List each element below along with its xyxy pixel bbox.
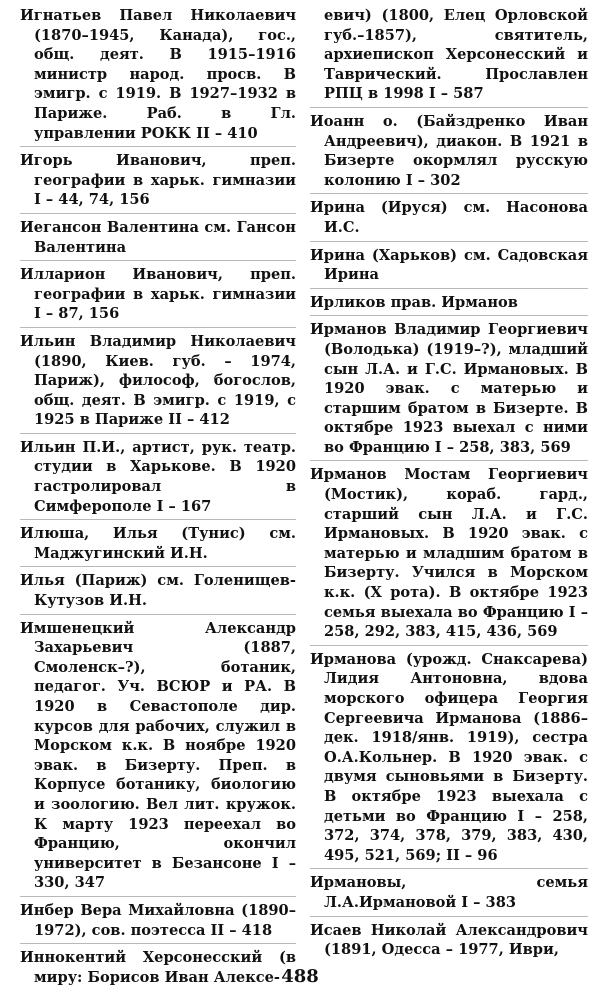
index-entry: Ирина (Харьков) см. Садовская Ирина (310, 246, 588, 289)
index-entry: Илларион Иванович, преп. географии в харьк. гимназии I – 87, 156 (20, 265, 296, 328)
index-entry: Исаев Николай Александрович (1891, Одесса – 1977, Иври, (310, 921, 588, 959)
index-entry: Илья (Париж) см. Голенищев-Кутузов И.Н. (20, 571, 296, 614)
index-entry: Имшенецкий Александр Захарьевич (1887, Смоленск–?), ботаник, педагог. Уч. ВСЮР и РА. В 1920 в Севастополе дир. курсов для рабочих, служил в Морском к.к. В ноябре 1920 эвак. в Бизерту. Преп. в Корпусе ботанику, биологию и зоологию. Вел лит. кружок. К марту 1923 переехал во Францию, окончил университет в Безансоне I – 330, 347 (20, 619, 296, 897)
index-entry-continuation: евич) (1800, Елец Орловской губ.–1857), святитель, архиепископ Херсонесский и Таврический. Прославлен РПЦ в 1998 I – 587 (310, 6, 588, 108)
right-column (310, 6, 588, 967)
index-entry: Иегансон Валентина см. Гансон Валентина (20, 218, 296, 261)
index-entry: Ирмановы, семья Л.А.Ирмановой I – 383 (310, 873, 588, 916)
left-column (20, 6, 296, 994)
index-entry: Ильин П.И., артист, рук. театр. студии в Харькове. В 1920 гастролировал в Симферополе I – 167 (20, 438, 296, 520)
index-entry: Иннокентий Херсонесский (в миру: Борисов Иван Алексе- (20, 949, 296, 986)
index-entry: Игорь Иванович, преп. географии в харьк. гимназии I – 44, 74, 156 (20, 151, 296, 214)
index-entry: Ирманова (урожд. Снаксарева) Лидия Антоновна, вдова морского офицера Георгия Сергеевича Ирманова (1886–дек. 1918/янв. 1919), сестра О.А.Кольнер. В 1920 эвак. с двумя сыновьями в Бизерту. В октябре 1923 выехала с детьми во Францию I – 258, 372, 374, 378, 379, 383, 430, 495, 521, 569; II – 96 (310, 650, 588, 870)
index-entry: Ирманов Мостам Георгиевич (Мостик), кораб. гард., старший сын Л.А. и Г.С. Ирмановых. В 1920 эвак. с матерью и младшим братом в Бизерту. Учился в Морском к.к. (X рота). В октябре 1923 семья выехала во Францию I – 258, 292, 383, 415, 436, 569 (310, 465, 588, 645)
index-entry: Ирликов прав. Ирманов (310, 293, 588, 317)
index-entry: Ирманов Владимир Георгиевич (Володька) (1919–?), младший сын Л.А. и Г.С. Ирмановых. В 1920 эвак. с матерью и старшим братом в Бизерте. В октябре 1923 выехал с ними во Францию I – 258, 383, 569 (310, 320, 588, 461)
index-entry: Инбер Вера Михайловна (1890–1972), сов. поэтесса II – 418 (20, 901, 296, 944)
index-entry: Илюша, Илья (Тунис) см. Маджугинский И.Н. (20, 524, 296, 567)
index-entry: Игнатьев Павел Николаевич (1870–1945, Канада), гос., общ. деят. В 1915–1916 министр народ. просв. В эмигр. с 1919. В 1927–1932 в Париже. Раб. в Гл. управлении РОКК II – 410 (20, 6, 296, 147)
index-entry: Ирина (Ируся) см. Насонова И.С. (310, 198, 588, 241)
page-number: 488 (281, 966, 319, 987)
index-entry: Ильин Владимир Николаевич (1890, Киев. губ. – 1974, Париж), философ, богослов, общ. деят. В эмигр. с 1919, с 1925 в Париже II – 412 (20, 332, 296, 434)
index-entry: Иоанн о. (Байздренко Иван Андреевич), диакон. В 1921 в Бизерте окормлял русскую колонию I – 302 (310, 112, 588, 194)
